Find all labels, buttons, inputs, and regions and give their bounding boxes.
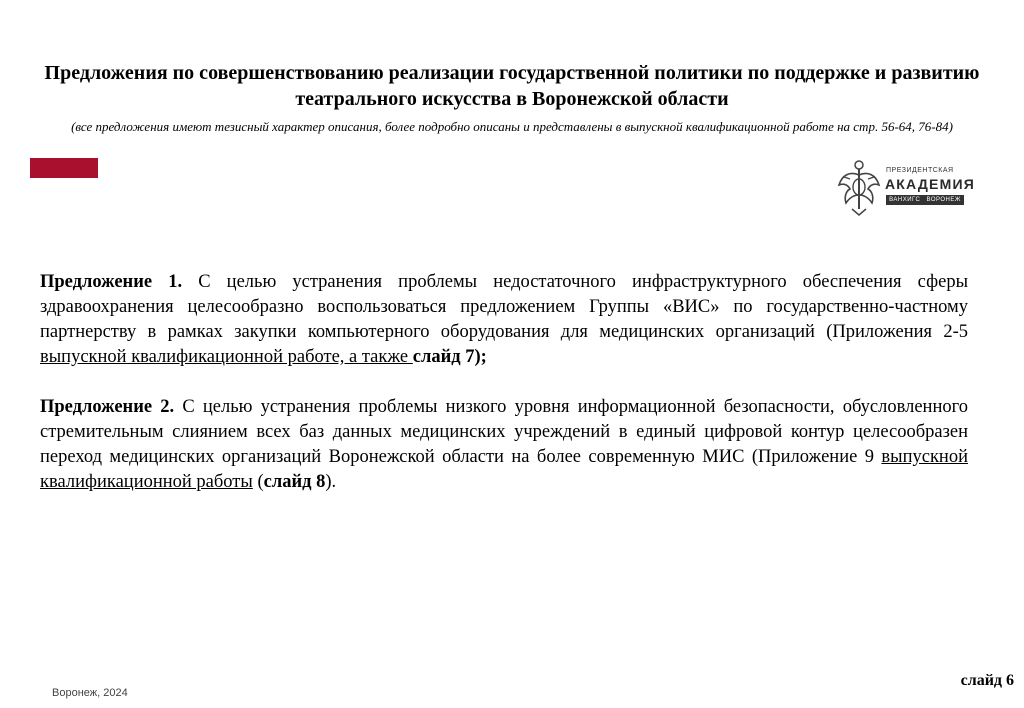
proposal-1	[40, 270, 968, 370]
footer-city-year: Воронеж, 2024	[52, 687, 128, 699]
proposal-2-tail: ).	[325, 472, 337, 492]
logo-line1: ПРЕЗИДЕНТСКАЯ	[886, 167, 954, 174]
proposals-body	[40, 270, 968, 520]
slide-number: слайд 6	[960, 672, 1014, 689]
eagle-emblem-icon	[836, 157, 882, 217]
logo-plate-right: ВОРОНЕЖ	[926, 197, 961, 203]
logo-plate	[886, 195, 964, 205]
page-title: Предложения по совершенствованию реализации государственной политики по поддержке и развитию театрального искусства в Воронежской области	[44, 62, 980, 110]
logo-line2: АКАДЕМИЯ	[885, 176, 975, 192]
proposal-1-link[interactable]: выпускной квалификационной работе, а также	[40, 347, 413, 367]
accent-bar	[30, 158, 98, 178]
proposal-2-mid: (	[252, 472, 264, 492]
page-subtitle: (все предложения имеют тезисный характер описания, более подробно описаны и представлены в выпускной квалификационной работе на стр. 56-64, 76-84)	[71, 119, 953, 134]
proposal-2-slide-ref: слайд 8	[263, 472, 326, 492]
proposal-1-tail: );	[474, 347, 487, 367]
proposal-1-heading: Предложение 1.	[40, 272, 183, 292]
proposal-2-link[interactable]: выпускной квалификационной работы	[40, 447, 968, 492]
proposal-2-text: С целью устранения проблемы низкого уровня информационной безопасности, обусловленного стремительным слиянием всех баз данных медицинских учреждений в единый цифровой контур целесообразен переход медицинских организаций Воронежской области на более современную МИС (Приложение 9	[40, 397, 968, 467]
proposal-1-text: С целью устранения проблемы недостаточного инфраструктурного обеспечения сферы здравоохранения целесообразно воспользоваться предложением Группы «ВИС» по государственно-частному партнерству в рамках закупки компьютерного оборудования для медицинских организаций (Приложения 2-5	[40, 272, 969, 342]
academy-logo	[836, 157, 975, 219]
proposal-2-heading: Предложение 2.	[40, 397, 175, 417]
logo-plate-left: ВАНХИГС	[889, 197, 921, 203]
proposal-2	[40, 395, 968, 495]
proposal-1-slide-ref: слайд 7	[412, 347, 475, 367]
